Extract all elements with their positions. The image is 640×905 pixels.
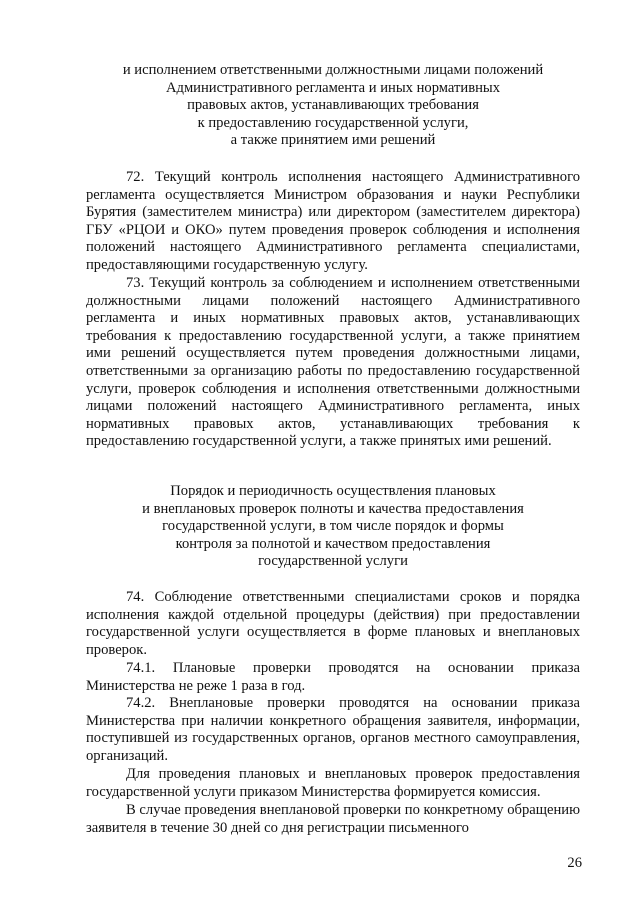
- heading-line: к предоставлению государственной услуги,: [197, 114, 469, 131]
- paragraph-73: 73. Текущий контроль за соблюдением и исполнением ответственными должностными лицами положений настоящего Административного регламента и иных нормативных правовых актов, устанавливающих требования к предоставлению государственной услуги, а также принятием ими решений осуществляется путем проведения должностными лицами, ответственными за организацию работы по предоставлению государственной услуги, проверок соблюдения и исполнения ответственными должностными лицами положений настоящего Административного регламента, иных нормативных правовых актов, устанавливающих требования к предоставлению государственной услуги, а также принятых ими решений.: [86, 275, 580, 450]
- paragraph-unplanned-check: В случае проведения внеплановой проверки по конкретному обращению заявителя в течение 30 дней со дня регистрации письменного: [86, 802, 580, 836]
- heading-line: государственной услуги, в том числе порядок и формы: [162, 518, 504, 534]
- section-heading-control: [86, 62, 580, 150]
- paragraph-74: 74. Соблюдение ответственными специалистами сроков и порядка исполнения каждой отдельной процедуры (действия) при предоставлении государственной услуги осуществляется в форме плановых и внеплановых проверок.: [86, 589, 580, 658]
- paragraph-72: 72. Текущий контроль исполнения настоящего Административного регламента осуществляется Министром образования и науки Республики Бурятия (заместителем министра) или директором (заместителем директора) ГБУ «РЦОИ и ОКО» путем проведения проверок соблюдения и исполнения положений настоящего Административного регламента специалистами, предоставляющими государственную услугу.: [86, 169, 580, 273]
- heading-line: правовых актов, устанавливающих требования: [187, 97, 479, 113]
- section-heading-inspections: [86, 483, 580, 571]
- heading-line: и исполнением ответственными должностными лицами положений: [122, 62, 544, 78]
- heading-line: а также принятием ими решений: [230, 132, 436, 148]
- paragraph-74-1: 74.1. Плановые проверки проводятся на основании приказа Министерства не реже 1 раза в год.: [86, 660, 580, 694]
- heading-line: государственной услуги: [258, 553, 408, 569]
- paragraph-commission: Для проведения плановых и внеплановых проверок предоставления государственной услуги приказом Министерства формируется комиссия.: [86, 766, 580, 800]
- heading-line: Порядок и периодичность осуществления плановых: [170, 483, 496, 499]
- heading-line: Административного регламента и иных нормативных: [165, 79, 501, 96]
- page-number: 26: [567, 855, 582, 871]
- heading-line: контроля за полнотой и качеством предоставления: [175, 535, 491, 552]
- paragraph-74-2: 74.2. Внеплановые проверки проводятся на основании приказа Министерства при наличии конкретного обращения заявителя, информации, поступившей из государственных органов, органов местного самоуправления, организаций.: [86, 695, 580, 764]
- heading-line: и внеплановых проверок полноты и качества предоставления: [142, 500, 524, 517]
